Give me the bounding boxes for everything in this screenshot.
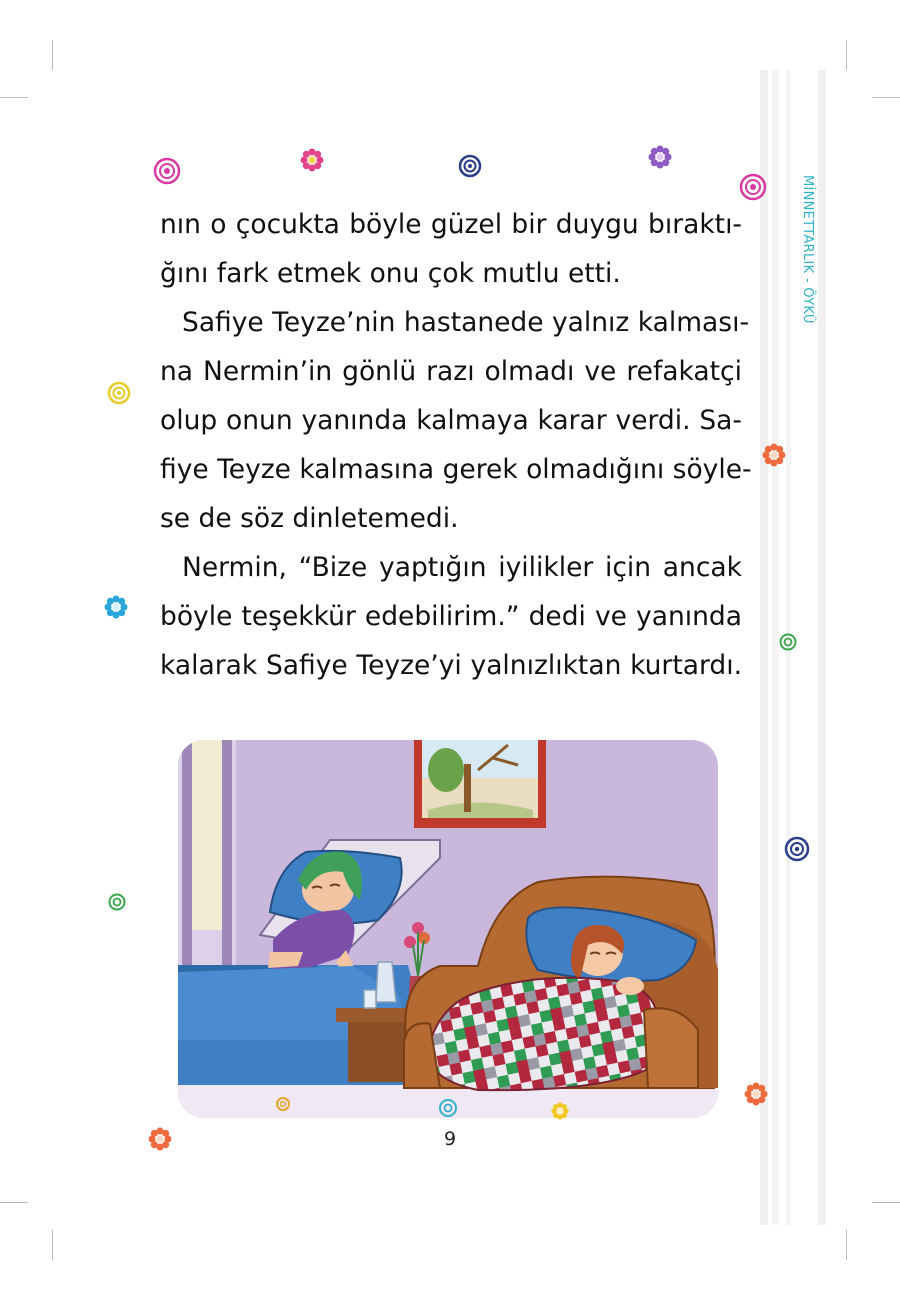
crop-mark (0, 1202, 28, 1203)
text-line: Safiye Teyze’nin hastanede yalnız kalması- (182, 307, 750, 338)
text-line: nın o çocukta böyle güzel bir duygu bıraktı- (160, 209, 742, 240)
crop-mark (846, 1230, 847, 1260)
story-text (160, 200, 752, 690)
margin-stripe (818, 70, 826, 1225)
margin-stripe (760, 70, 768, 1225)
page-number: 9 (443, 1128, 457, 1150)
crop-mark (52, 1230, 53, 1260)
ring-ornament-icon (778, 632, 798, 652)
crop-mark (846, 40, 847, 70)
text-line: fiye Teyze kalmasına gerek olmadığını söyle- (160, 454, 752, 485)
flower-ornament-icon (148, 1127, 172, 1151)
text-line: ğını fark etmek onu çok mutlu etti. (160, 258, 621, 289)
crop-mark (0, 97, 28, 98)
ring-ornament-icon (783, 835, 811, 863)
story-illustration (178, 740, 718, 1118)
ring-ornament-icon (106, 380, 132, 406)
text-line: kalarak Safiye Teyze’yi yalnızlıktan kurtardı. (160, 650, 742, 681)
ring-ornament-icon (107, 892, 127, 912)
text-line: se de söz dinletemedi. (160, 503, 459, 534)
text-line: böyle teşekkür edebilirim.” dedi ve yanında (160, 601, 742, 632)
ring-ornament-icon (438, 1098, 458, 1118)
flower-ornament-icon (648, 145, 672, 169)
crop-mark (52, 40, 53, 70)
flower-ornament-icon (744, 1082, 768, 1106)
flower-ornament-icon (300, 148, 324, 172)
ring-ornament-icon (457, 153, 483, 179)
section-title-text: MİNNETTARLIK - ÖYKÜ (800, 175, 815, 324)
section-title-vertical (795, 175, 817, 345)
text-line: na Nermin’in gönlü razı olmadı ve refakatçi (160, 356, 742, 387)
ring-ornament-icon (275, 1096, 291, 1112)
flower-ornament-icon (551, 1102, 569, 1120)
ring-ornament-icon (152, 156, 182, 186)
text-line: olup onun yanında kalmaya karar verdi. Sa- (160, 405, 742, 436)
flower-ornament-icon (762, 443, 786, 467)
crop-mark (872, 97, 900, 98)
ring-ornament-icon (738, 172, 768, 202)
text-line: Nermin, “Bize yaptığın iyilikler için ancak (182, 552, 742, 583)
flower-ornament-icon (104, 595, 128, 619)
crop-mark (872, 1202, 900, 1203)
